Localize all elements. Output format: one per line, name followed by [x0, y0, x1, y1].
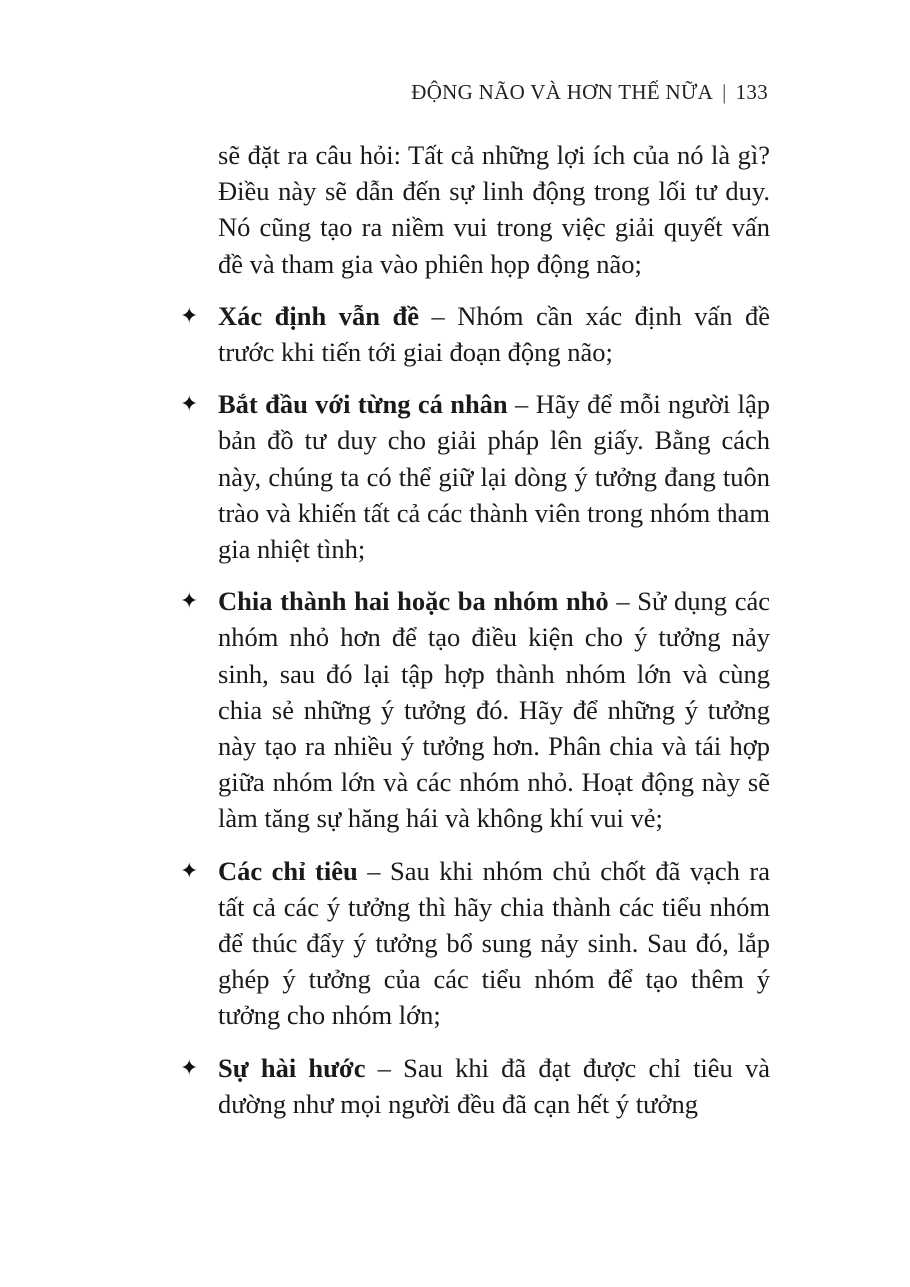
list-item-text: Nhóm cần xác định vấn đề trước khi tiến tới giai đoạn động não; — [218, 300, 771, 368]
list-item-dash: – — [507, 389, 536, 420]
chapter-title: ĐỘNG NÃO VÀ HƠN THẾ NỮA — [411, 80, 714, 104]
list-item-term: Sự hài hước — [218, 1052, 366, 1083]
header-separator: | — [722, 80, 727, 104]
running-header — [411, 80, 768, 105]
list-item — [180, 853, 771, 1034]
list-item-term: Bắt đầu với từng cá nhân — [218, 389, 508, 420]
list-item-text: Sau khi đã đạt được chỉ tiêu và dường như mọi người đều đã cạn hết ý tưởng — [218, 1052, 771, 1119]
page-number: 133 — [735, 80, 768, 104]
list-item-term: Chia thành hai hoặc ba nhóm nhỏ — [218, 586, 609, 617]
page-body — [180, 137, 771, 1138]
list-item — [180, 298, 771, 370]
list-item-dash: – — [608, 586, 638, 617]
list-item — [180, 1050, 771, 1122]
four-pointed-star-icon: ✦ — [180, 588, 199, 614]
list-item — [180, 386, 770, 567]
four-pointed-star-icon: ✦ — [180, 302, 199, 328]
four-pointed-star-icon: ✦ — [180, 391, 199, 417]
bullet-list — [180, 298, 771, 1122]
list-item-text: Sử dụng các nhóm nhỏ hơn để tạo điều kiện cho ý tưởng nảy sinh, sau đó lại tập hợp thành nhóm lớn và cùng chia sẻ những ý tưởng đó. Hãy để những ý tưởng này tạo ra nhiều ý tưởng hơn. Phân chia và tái hợp giữa nhóm lớn và các nhóm nhỏ. Hoạt động này sẽ làm tăng sự hăng hái và không khí vui vẻ; — [218, 586, 770, 834]
four-pointed-star-icon: ✦ — [180, 1054, 199, 1080]
list-item-dash: – — [357, 855, 390, 886]
list-item-term: Các chỉ tiêu — [218, 855, 358, 886]
list-item-dash: – — [419, 300, 458, 331]
list-item-text: Sau khi nhóm chủ chốt đã vạch ra tất cả các ý tưởng thì hãy chia thành các tiểu nhóm để thúc đẩy ý tưởng bổ sung nảy sinh. Sau đó, lắp ghép ý tưởng của các tiểu nhóm để tạo thêm ý tưởng cho nhóm lớn; — [218, 855, 771, 1031]
four-pointed-star-icon: ✦ — [180, 857, 199, 883]
list-item-term: Xác định vẫn đề — [218, 300, 419, 331]
list-item-dash: – — [365, 1052, 404, 1083]
intro-paragraph: sẽ đặt ra câu hỏi: Tất cả những lợi ích của nó là gì? Điều này sẽ dẫn đến sự linh động trong lối tư duy. Nó cũng tạo ra niềm vui trong việc giải quyết vấn đề và tham gia vào phiên họp động não; — [218, 140, 770, 279]
list-item — [180, 583, 770, 836]
list-item-text: Hãy để mỗi người lập bản đồ tư duy cho giải pháp lên giấy. Bằng cách này, chúng ta có thể giữ lại dòng ý tưởng đang tuôn trào và khiến tất cả các thành viên trong nhóm tham gia nhiệt tình; — [218, 389, 770, 565]
